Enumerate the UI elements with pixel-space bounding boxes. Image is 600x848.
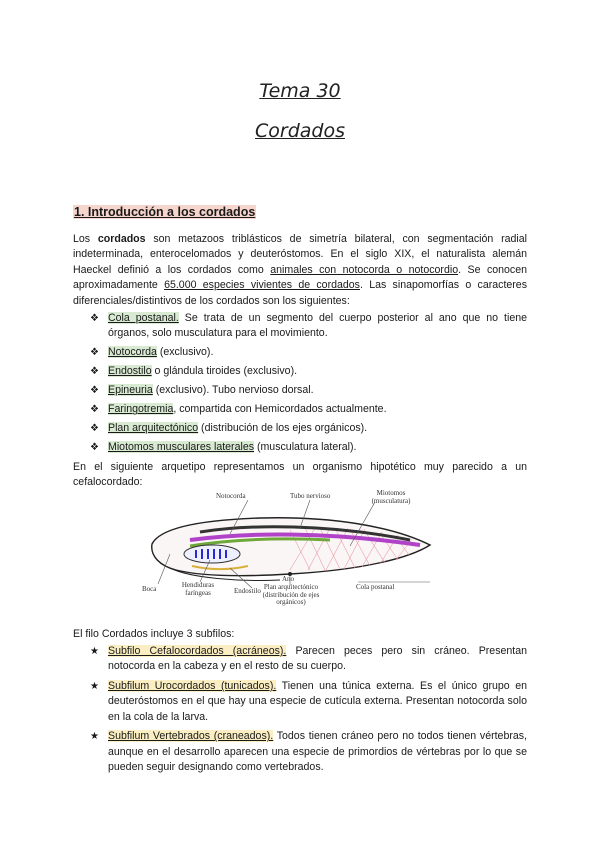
archetype-paragraph: En el siguiente arquetipo representamos un organismo hipotético muy parecido a un cefalocordado: (73, 461, 527, 489)
star-bullet-icon: ★ (90, 681, 99, 692)
page-title: Tema 30 (259, 80, 341, 102)
list-item: ❖ Cola postanal. Se trata de un segmento del cuerpo posterior al ano que no tiene órganos, solo musculatura para el movimiento. (90, 312, 527, 340)
page-subtitle: Cordados (255, 120, 345, 142)
label-notochord: Notocorda (216, 492, 246, 500)
subphyla-intro: El filo Cordados incluye 3 subfilos: (73, 628, 235, 640)
label-nerve-tube: Tubo nervioso (290, 492, 331, 500)
subphyla-list (90, 644, 527, 780)
label-endostyle: Endostilo (234, 587, 261, 595)
diamond-bullet-icon: ❖ (90, 442, 99, 454)
chordate-archetype-figure (130, 490, 440, 610)
list-item: ❖ Epineuria (exclusivo). Tubo nervioso dorsal. (90, 383, 527, 398)
diamond-bullet-icon: ❖ (90, 347, 99, 359)
diamond-bullet-icon: ❖ (90, 385, 99, 397)
label-mouth: Boca (142, 585, 157, 593)
label-gill-slits: Hendiduras faríngeas (181, 581, 215, 597)
diamond-bullet-icon: ❖ (90, 366, 99, 378)
diamond-bullet-icon: ❖ (90, 423, 99, 435)
list-item: ❖ Miotomos musculares laterales (musculatura lateral). (90, 440, 527, 455)
list-item: ★ Subfilum Urocordados (tunicados). Tienen una túnica externa. Es el único grupo en deuteróstomos en el que hay una especie de cutícula externa. Presentan notocorda solo en la cola de la larva. (90, 680, 527, 723)
intro-paragraph: Los cordados son metazoos triblásticos de simetría bilateral, con segmentación radial indeterminada, enterocelomados y deuteróstomos. En el siglo XIX, el naturalista alemán Haeckel definió a los cordados como animales con notocorda o notocordio. Se conocen aproximadamente 65.000 especies vivientes de cordados. Las sinapomorfías o caracteres diferenciales/distintivos de los cordados son los siguientes: (73, 233, 528, 307)
list-item: ❖ Faringotremia, compartida con Hemicordados actualmente. (90, 402, 527, 417)
diamond-bullet-icon: ❖ (90, 313, 99, 324)
label-postanal-tail: Cola postanal (356, 583, 395, 591)
section-heading: 1. Introducción a los cordados (74, 205, 256, 219)
list-item: ❖ Plan arquitectónico (distribución de los ejes orgánicos). (90, 421, 527, 436)
list-item: ★ Subfilum Vertebrados (craneados). Todos tienen cráneo pero no todos tienen vértebras, aunque en el desarrollo aparecen una especie de primordios de vértebras por lo que se pueden seguir designando como vertebrados. (90, 730, 528, 774)
characters-list (90, 311, 527, 459)
star-bullet-icon: ★ (90, 731, 99, 743)
list-item: ❖ Notocorda (exclusivo). (90, 345, 527, 360)
label-body-plan: Plan arquitectónico (distribución de ejes orgánicos) (262, 583, 320, 606)
list-item: ★ Subfilo Cefalocordados (acráneos). Parecen peces pero sin cráneo. Presentan notocorda en la cabeza y en el resto de su cuerpo. (90, 645, 527, 673)
list-item: ❖ Endostilo o glándula tiroides (exclusivo). (90, 364, 527, 379)
label-myotomes: Miotomos (musculatura) (371, 489, 411, 505)
label-anus: Ano (282, 575, 295, 583)
diamond-bullet-icon: ❖ (90, 404, 99, 416)
star-bullet-icon: ★ (90, 646, 99, 657)
